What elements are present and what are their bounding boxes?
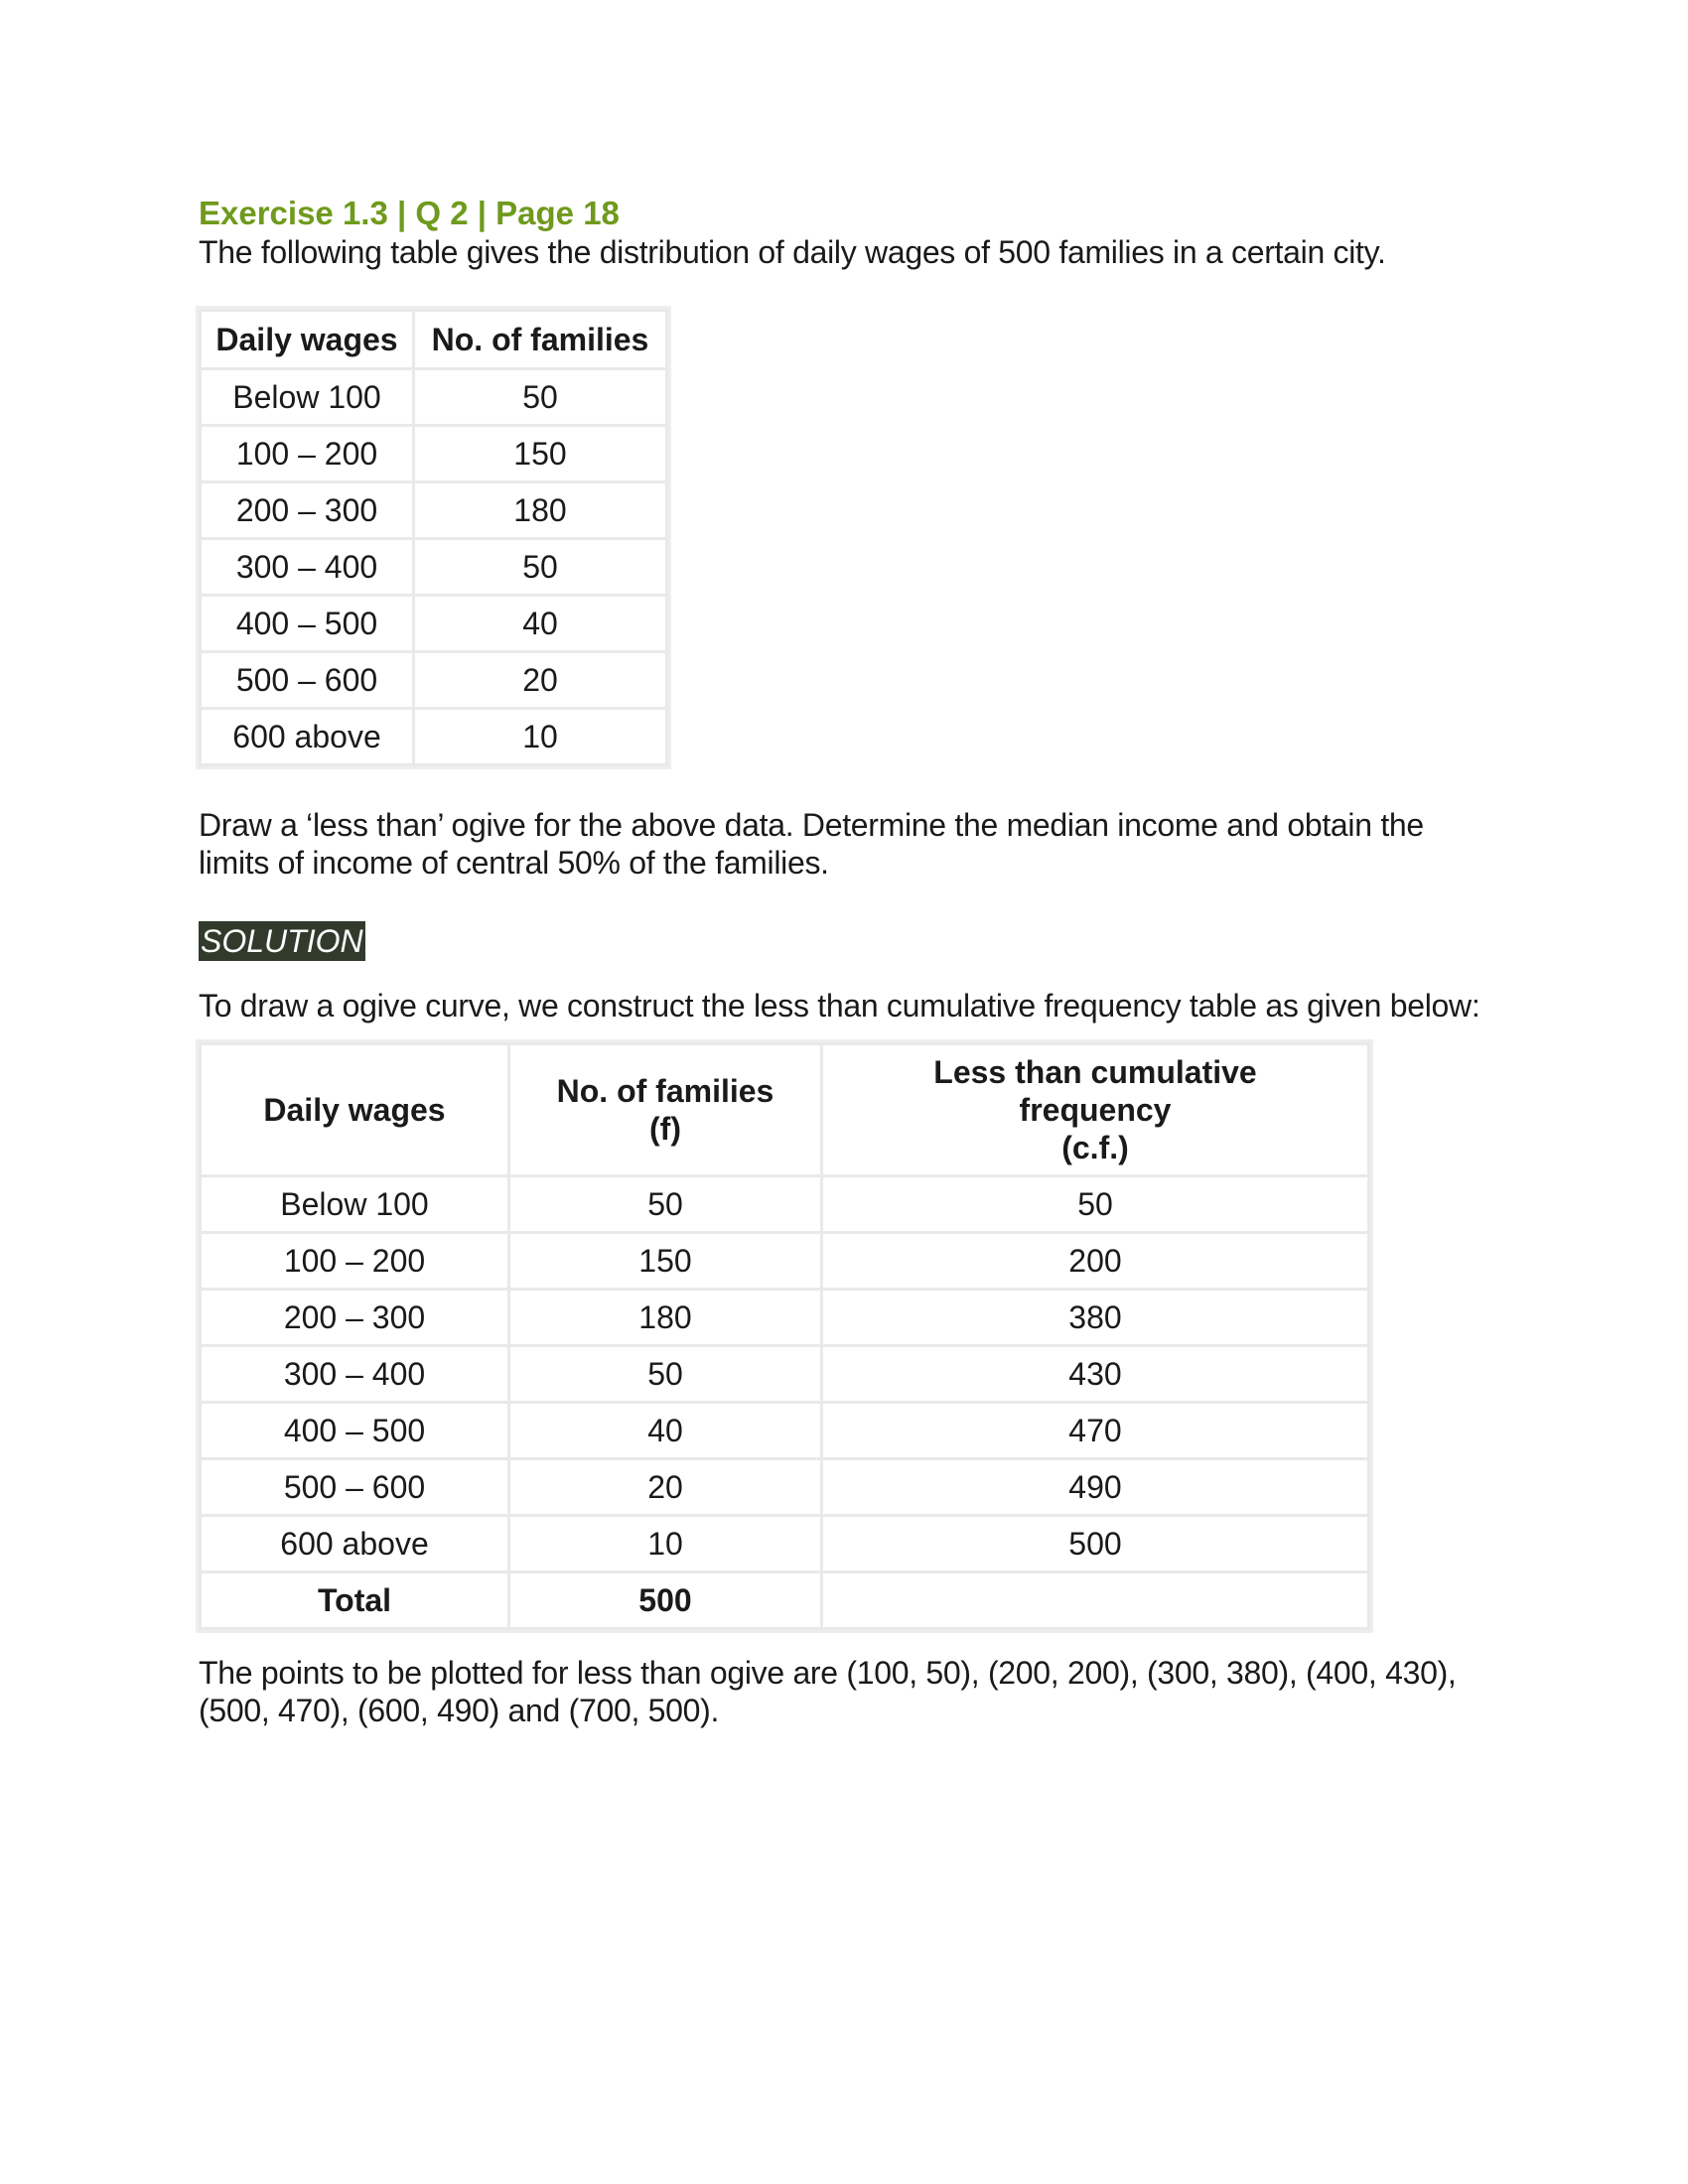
cell-families: 180 — [414, 482, 667, 539]
cell-cumulative-frequency: 470 — [822, 1403, 1369, 1459]
cell-families: 40 — [414, 596, 667, 652]
cell-daily-wages: 500 – 600 — [201, 1459, 509, 1516]
cell-daily-wages: Below 100 — [201, 369, 414, 426]
document-page — [199, 194, 1489, 1729]
cell-daily-wages: 400 – 500 — [201, 1403, 509, 1459]
table-header-row — [201, 1044, 1369, 1176]
header-families-line1: No. of families — [556, 1073, 774, 1109]
header-daily-wages-label: Daily wages — [263, 1092, 446, 1128]
cell-cumulative-frequency: 500 — [822, 1516, 1369, 1572]
cell-daily-wages: 300 – 400 — [201, 539, 414, 596]
cell-families: 20 — [414, 652, 667, 709]
cell-families: 150 — [414, 426, 667, 482]
plot-points-text: The points to be plotted for less than ogive are (100, 50), (200, 200), (300, 380), (400, 430), (500, 470), (600, 490) and (700, 500). — [199, 1655, 1457, 1728]
cumulative-frequency-table — [199, 1042, 1370, 1630]
cell-families: 10 — [414, 709, 667, 765]
cell-total-families: 500 — [509, 1572, 822, 1629]
header-cf-line1: Less than cumulative — [933, 1054, 1257, 1090]
table-row — [201, 539, 667, 596]
cell-daily-wages: 600 above — [201, 1516, 509, 1572]
cell-daily-wages: 200 – 300 — [201, 482, 414, 539]
header-cf-line3: (c.f.) — [1061, 1130, 1129, 1165]
table-row — [201, 709, 667, 765]
cell-daily-wages: 200 – 300 — [201, 1290, 509, 1346]
cell-families: 50 — [509, 1176, 822, 1233]
cell-total-label: Total — [201, 1572, 509, 1629]
cell-families: 50 — [509, 1346, 822, 1403]
table-row — [201, 1459, 1369, 1516]
table-row — [201, 1176, 1369, 1233]
solution-badge: SOLUTION — [201, 923, 363, 959]
table-row — [201, 652, 667, 709]
header-no-of-families: No. of families — [414, 311, 667, 369]
cell-daily-wages: 100 – 200 — [201, 426, 414, 482]
cell-families: 10 — [509, 1516, 822, 1572]
cell-families: 20 — [509, 1459, 822, 1516]
table-total-row — [201, 1572, 1369, 1629]
header-families-line2: (f) — [649, 1111, 681, 1147]
table-row — [201, 1403, 1369, 1459]
header-daily-wages: Daily wages — [201, 311, 414, 369]
exercise-title: Exercise 1.3 | Q 2 | Page 18 — [199, 195, 620, 231]
table-header-row — [201, 311, 667, 369]
cell-cumulative-frequency: 200 — [822, 1233, 1369, 1290]
table-row — [201, 596, 667, 652]
solution-lead-text: To draw a ogive curve, we construct the less than cumulative frequency table as given below: — [199, 988, 1480, 1024]
question-text: Draw a ‘less than’ ogive for the above data. Determine the median income and obtain the limits of income of central 50% of the families. — [199, 807, 1424, 881]
cell-cumulative-frequency: 490 — [822, 1459, 1369, 1516]
table-row — [201, 1346, 1369, 1403]
table-row — [201, 482, 667, 539]
header-cf-line2: frequency — [1019, 1092, 1172, 1128]
cell-daily-wages: 500 – 600 — [201, 652, 414, 709]
cell-cumulative-frequency: 380 — [822, 1290, 1369, 1346]
cell-daily-wages: 600 above — [201, 709, 414, 765]
cell-families: 150 — [509, 1233, 822, 1290]
cell-families: 50 — [414, 539, 667, 596]
cell-families: 180 — [509, 1290, 822, 1346]
cell-daily-wages: 400 – 500 — [201, 596, 414, 652]
cell-cumulative-frequency: 50 — [822, 1176, 1369, 1233]
cell-total-empty — [822, 1572, 1369, 1629]
cell-daily-wages: 300 – 400 — [201, 1346, 509, 1403]
cell-families: 40 — [509, 1403, 822, 1459]
table-row — [201, 1233, 1369, 1290]
table-row — [201, 1290, 1369, 1346]
wages-distribution-table — [199, 309, 668, 766]
cell-daily-wages: 100 – 200 — [201, 1233, 509, 1290]
cell-daily-wages: Below 100 — [201, 1176, 509, 1233]
intro-text: The following table gives the distribution of daily wages of 500 families in a certain city. — [199, 234, 1386, 270]
table-row — [201, 1516, 1369, 1572]
table-row — [201, 369, 667, 426]
header-no-of-families — [509, 1044, 822, 1176]
solution-heading — [199, 882, 1489, 961]
cell-cumulative-frequency: 430 — [822, 1346, 1369, 1403]
table-row — [201, 426, 667, 482]
header-daily-wages — [201, 1044, 509, 1176]
header-cumulative-frequency — [822, 1044, 1369, 1176]
cell-families: 50 — [414, 369, 667, 426]
